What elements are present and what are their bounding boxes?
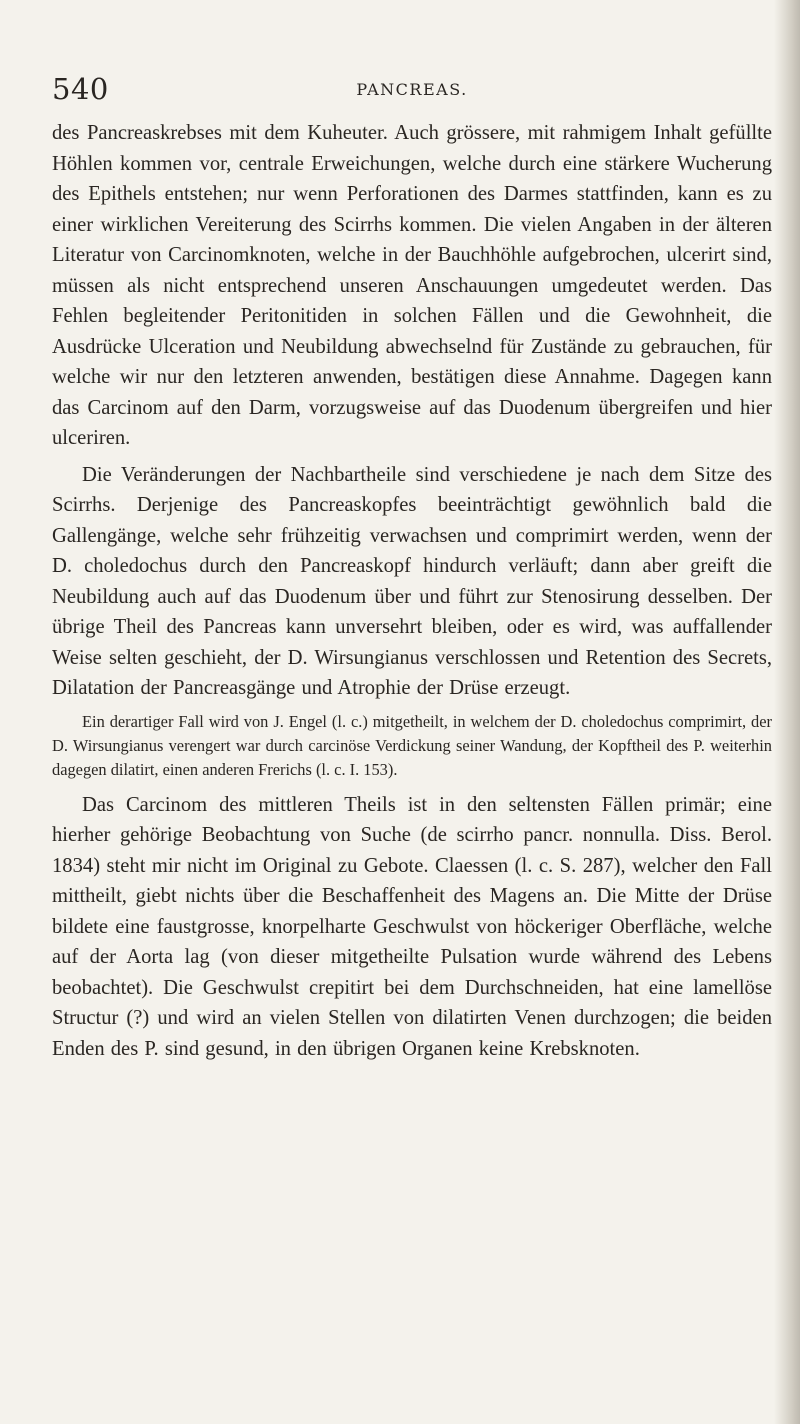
page-edge-shadow xyxy=(774,0,800,1424)
page-number: 540 xyxy=(52,72,109,106)
body-text xyxy=(52,118,772,1064)
paragraph-2: Die Veränderungen der Nachbartheile sind verschiedene je nach dem Sitze des Scirrhs. Derjenige des Pancreaskopfes beeinträchtigt gewöhnlich bald die Gallengänge, welche sehr frühzeitig verwachsen und comprimirt werden, wenn der D. choledochus durch den Pancreaskopf hindurch verläuft; dann aber greift die Neubildung auch auf das Duodenum über und führt zur Stenosirung desselben. Der übrige Theil des Pancreas kann unversehrt bleiben, oder es wird, was auffallender Weise selten geschieht, der D. Wirsungianus verschlossen und Retention des Secrets, Dilatation der Pancreasgänge und Atrophie der Drüse erzeugt. xyxy=(52,463,772,699)
page-header xyxy=(52,72,772,112)
paragraph-1: des Pancreaskrebses mit dem Kuheuter. Auch grössere, mit rahmigem Inhalt gefüllte Höhlen kommen vor, centrale Erweichungen, welche durch eine stärkere Wucherung des Epithels entstehen; nur wenn Perforationen des Darmes stattfinden, kann es zu einer wirklichen Vereiterung des Scirrhs kommen. Die vielen Angaben in der älteren Literatur von Carcinomknoten, welche in der Bauchhöhle aufgebrochen, ulcerirt sind, müssen als nicht entsprechend unseren Anschauungen umgedeutet werden. Das Fehlen begleitender Peritonitiden in solchen Fällen und die Gewohnheit, die Ausdrücke Ulceration und Neubildung abwechselnd für Zustände zu gebrauchen, für welche wir nur den letzteren anwenden, bestätigen diese Annahme. Dagegen kann das Carcinom auf den Darm, vorzugsweise auf das Duodenum übergreifen und hier ulceriren. xyxy=(52,122,772,449)
small-print-note: Ein derartiger Fall wird von J. Engel (l. c.) mitgetheilt, in welchem der D. choledochus comprimirt, der D. Wirsungianus verengert war durch carcinöse Verdickung seiner Wandung, der Kopftheil des P. weiterhin dagegen dilatirt, einen anderen Frerichs (l. c. I. 153). xyxy=(52,711,772,779)
paragraph-3: Das Carcinom des mittleren Theils ist in den seltensten Fällen primär; eine hierher gehörige Beobachtung von Suche (de scirrho pancr. nonnulla. Diss. Berol. 1834) steht mir nicht im Original zu Gebote. Claessen (l. c. S. 287), welcher den Fall mittheilt, giebt nichts über die Beschaffenheit des Magens an. Die Mitte der Drüse bildete eine faustgrosse, knorpelharte Geschwulst von höckeriger Oberfläche, welche auf der Aorta lag (von dieser mitgetheilte Pulsation wurde während des Lebens beobachtet). Die Geschwulst crepitirt bei dem Durchschneiden, hat eine lamellöse Structur (?) und wird an vielen Stellen von dilatirten Venen durchzogen; die beiden Enden des P. sind gesund, in den übrigen Organen keine Krebsknoten. xyxy=(52,793,772,1060)
running-title: PANCREAS. xyxy=(356,80,468,99)
book-page xyxy=(52,72,772,1064)
